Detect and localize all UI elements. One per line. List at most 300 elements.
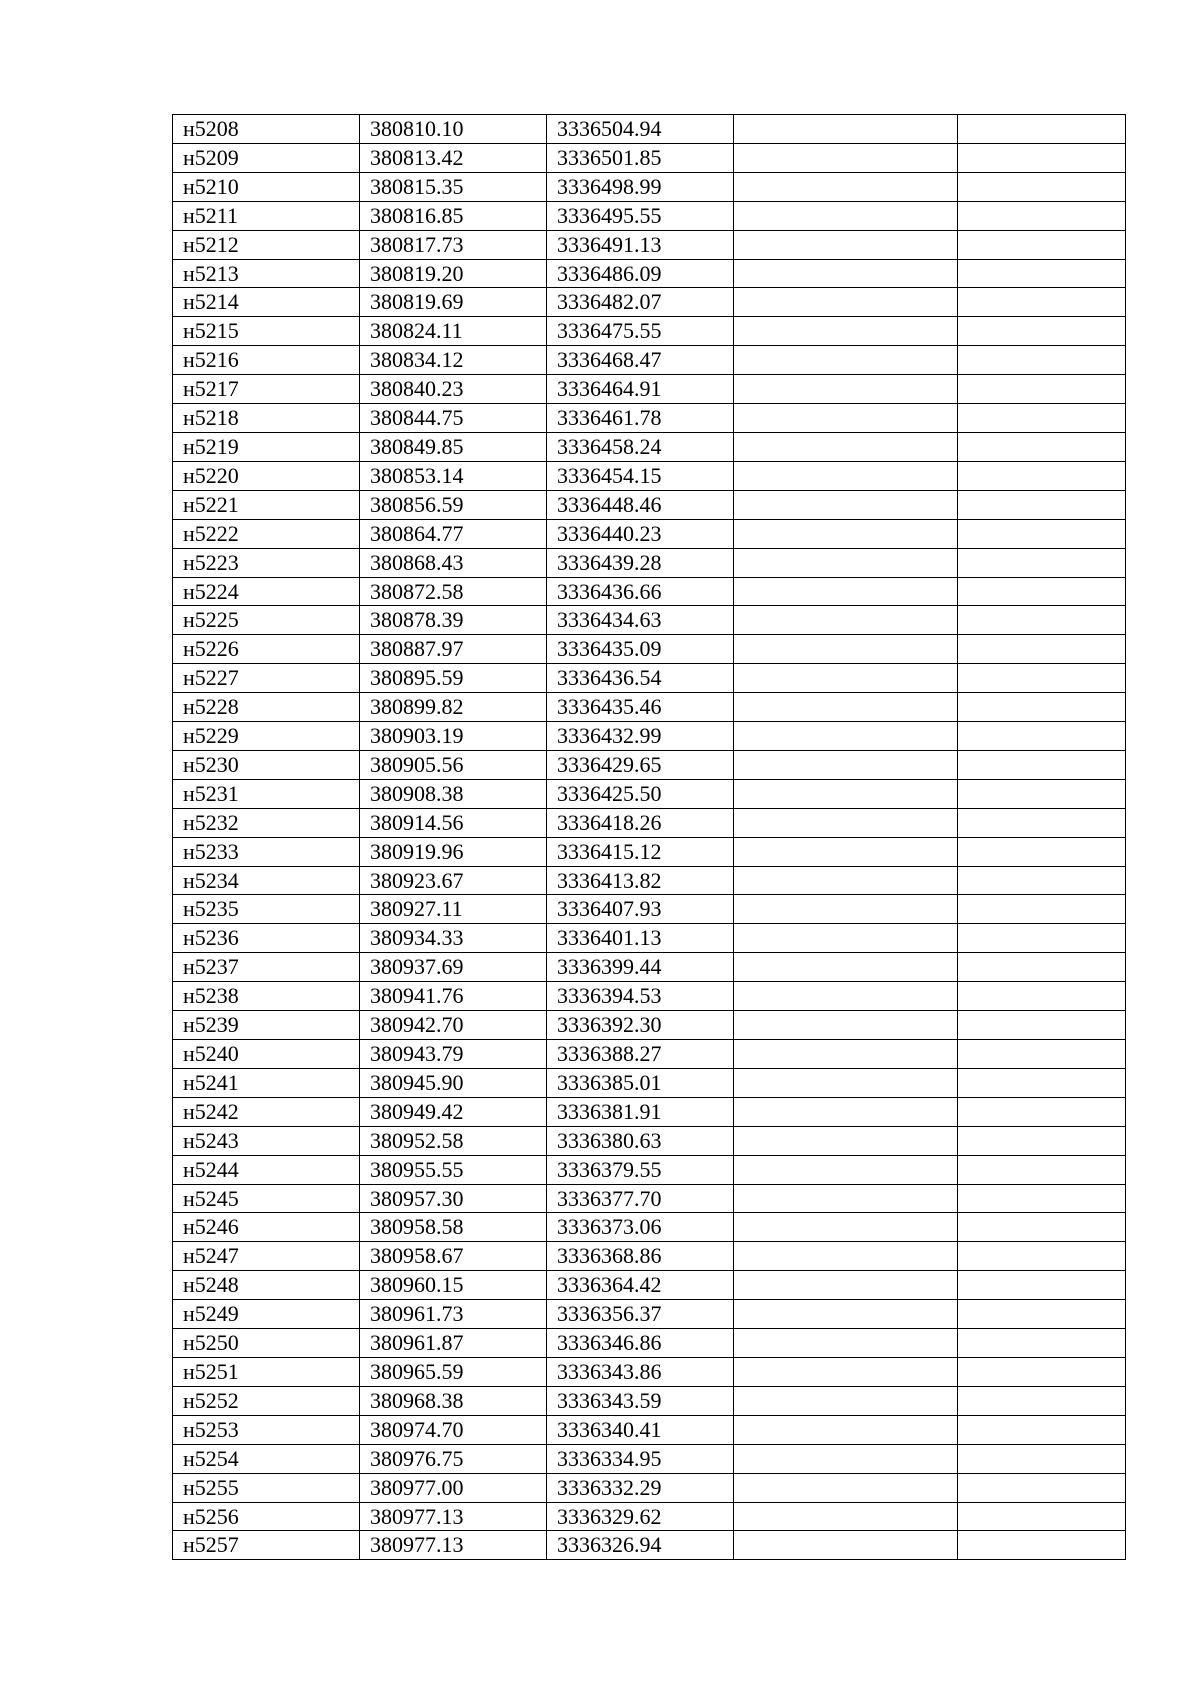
- empty-cell: [734, 1386, 958, 1415]
- empty-cell: [958, 1531, 1126, 1560]
- y-coordinate-cell: 3336343.86: [547, 1357, 734, 1386]
- table-row: [173, 1531, 1126, 1560]
- table-row: [173, 606, 1126, 635]
- table-row: [173, 404, 1126, 433]
- y-coordinate-cell: 3336432.99: [547, 722, 734, 751]
- table-row: [173, 1097, 1126, 1126]
- empty-cell: [958, 1242, 1126, 1271]
- y-coordinate-cell: 3336486.09: [547, 259, 734, 288]
- table-row: [173, 1386, 1126, 1415]
- point-id-cell: н5254: [173, 1444, 360, 1473]
- point-id-cell: н5221: [173, 490, 360, 519]
- point-id-cell: н5236: [173, 924, 360, 953]
- point-id-cell: н5223: [173, 548, 360, 577]
- point-id-cell: н5211: [173, 201, 360, 230]
- table-row: [173, 1271, 1126, 1300]
- empty-cell: [734, 924, 958, 953]
- table-row: [173, 461, 1126, 490]
- empty-cell: [958, 259, 1126, 288]
- y-coordinate-cell: 3336381.91: [547, 1097, 734, 1126]
- x-coordinate-cell: 380958.58: [360, 1213, 547, 1242]
- x-coordinate-cell: 380815.35: [360, 172, 547, 201]
- empty-cell: [958, 1213, 1126, 1242]
- y-coordinate-cell: 3336356.37: [547, 1300, 734, 1329]
- empty-cell: [958, 1155, 1126, 1184]
- point-id-cell: н5252: [173, 1386, 360, 1415]
- empty-cell: [958, 143, 1126, 172]
- table-row: [173, 375, 1126, 404]
- y-coordinate-cell: 3336436.66: [547, 577, 734, 606]
- empty-cell: [958, 1357, 1126, 1386]
- table-row: [173, 1213, 1126, 1242]
- point-id-cell: н5230: [173, 750, 360, 779]
- empty-cell: [958, 635, 1126, 664]
- y-coordinate-cell: 3336461.78: [547, 404, 734, 433]
- empty-cell: [958, 1300, 1126, 1329]
- x-coordinate-cell: 380977.13: [360, 1502, 547, 1531]
- x-coordinate-cell: 380872.58: [360, 577, 547, 606]
- table-row: [173, 1040, 1126, 1069]
- y-coordinate-cell: 3336435.46: [547, 693, 734, 722]
- empty-cell: [734, 1155, 958, 1184]
- empty-cell: [734, 895, 958, 924]
- x-coordinate-cell: 380919.96: [360, 837, 547, 866]
- point-id-cell: н5229: [173, 722, 360, 751]
- x-coordinate-cell: 380955.55: [360, 1155, 547, 1184]
- empty-cell: [734, 664, 958, 693]
- point-id-cell: н5255: [173, 1473, 360, 1502]
- x-coordinate-cell: 380895.59: [360, 664, 547, 693]
- x-coordinate-cell: 380834.12: [360, 346, 547, 375]
- point-id-cell: н5220: [173, 461, 360, 490]
- y-coordinate-cell: 3336495.55: [547, 201, 734, 230]
- empty-cell: [734, 259, 958, 288]
- point-id-cell: н5253: [173, 1415, 360, 1444]
- y-coordinate-cell: 3336392.30: [547, 1011, 734, 1040]
- empty-cell: [734, 577, 958, 606]
- empty-cell: [958, 461, 1126, 490]
- x-coordinate-cell: 380864.77: [360, 519, 547, 548]
- empty-cell: [734, 635, 958, 664]
- table-row: [173, 982, 1126, 1011]
- x-coordinate-cell: 380868.43: [360, 548, 547, 577]
- empty-cell: [958, 837, 1126, 866]
- empty-cell: [958, 230, 1126, 259]
- y-coordinate-cell: 3336388.27: [547, 1040, 734, 1069]
- empty-cell: [958, 115, 1126, 144]
- empty-cell: [734, 404, 958, 433]
- y-coordinate-cell: 3336491.13: [547, 230, 734, 259]
- y-coordinate-cell: 3336418.26: [547, 808, 734, 837]
- coordinates-table: [172, 114, 1126, 1560]
- table-row: [173, 1300, 1126, 1329]
- x-coordinate-cell: 380856.59: [360, 490, 547, 519]
- y-coordinate-cell: 3336332.29: [547, 1473, 734, 1502]
- table-row: [173, 1444, 1126, 1473]
- x-coordinate-cell: 380824.11: [360, 317, 547, 346]
- y-coordinate-cell: 3336434.63: [547, 606, 734, 635]
- empty-cell: [734, 982, 958, 1011]
- table-row: [173, 1126, 1126, 1155]
- empty-cell: [734, 1329, 958, 1358]
- empty-cell: [958, 1126, 1126, 1155]
- x-coordinate-cell: 380813.42: [360, 143, 547, 172]
- empty-cell: [958, 375, 1126, 404]
- empty-cell: [734, 1531, 958, 1560]
- x-coordinate-cell: 380819.20: [360, 259, 547, 288]
- empty-cell: [734, 837, 958, 866]
- empty-cell: [734, 201, 958, 230]
- empty-cell: [734, 1357, 958, 1386]
- y-coordinate-cell: 3336407.93: [547, 895, 734, 924]
- y-coordinate-cell: 3336368.86: [547, 1242, 734, 1271]
- x-coordinate-cell: 380905.56: [360, 750, 547, 779]
- y-coordinate-cell: 3336385.01: [547, 1068, 734, 1097]
- empty-cell: [958, 1097, 1126, 1126]
- empty-cell: [958, 606, 1126, 635]
- table-row: [173, 1329, 1126, 1358]
- y-coordinate-cell: 3336439.28: [547, 548, 734, 577]
- table-row: [173, 1242, 1126, 1271]
- point-id-cell: н5210: [173, 172, 360, 201]
- x-coordinate-cell: 380949.42: [360, 1097, 547, 1126]
- y-coordinate-cell: 3336346.86: [547, 1329, 734, 1358]
- empty-cell: [958, 779, 1126, 808]
- x-coordinate-cell: 380923.67: [360, 866, 547, 895]
- point-id-cell: н5232: [173, 808, 360, 837]
- empty-cell: [958, 750, 1126, 779]
- table-row: [173, 259, 1126, 288]
- point-id-cell: н5227: [173, 664, 360, 693]
- empty-cell: [734, 317, 958, 346]
- table-row: [173, 1011, 1126, 1040]
- empty-cell: [958, 953, 1126, 982]
- empty-cell: [958, 404, 1126, 433]
- point-id-cell: н5231: [173, 779, 360, 808]
- table-row: [173, 1068, 1126, 1097]
- empty-cell: [734, 750, 958, 779]
- x-coordinate-cell: 380914.56: [360, 808, 547, 837]
- y-coordinate-cell: 3336340.41: [547, 1415, 734, 1444]
- empty-cell: [734, 548, 958, 577]
- point-id-cell: н5213: [173, 259, 360, 288]
- empty-cell: [958, 1271, 1126, 1300]
- table-row: [173, 143, 1126, 172]
- empty-cell: [958, 693, 1126, 722]
- empty-cell: [734, 432, 958, 461]
- empty-cell: [958, 895, 1126, 924]
- point-id-cell: н5234: [173, 866, 360, 895]
- empty-cell: [734, 1040, 958, 1069]
- y-coordinate-cell: 3336394.53: [547, 982, 734, 1011]
- y-coordinate-cell: 3336435.09: [547, 635, 734, 664]
- empty-cell: [958, 1473, 1126, 1502]
- empty-cell: [734, 779, 958, 808]
- table-row: [173, 172, 1126, 201]
- x-coordinate-cell: 380878.39: [360, 606, 547, 635]
- table-row: [173, 837, 1126, 866]
- y-coordinate-cell: 3336334.95: [547, 1444, 734, 1473]
- empty-cell: [958, 924, 1126, 953]
- empty-cell: [734, 461, 958, 490]
- empty-cell: [734, 1271, 958, 1300]
- point-id-cell: н5249: [173, 1300, 360, 1329]
- empty-cell: [958, 722, 1126, 751]
- point-id-cell: н5247: [173, 1242, 360, 1271]
- empty-cell: [734, 693, 958, 722]
- point-id-cell: н5226: [173, 635, 360, 664]
- y-coordinate-cell: 3336458.24: [547, 432, 734, 461]
- point-id-cell: н5216: [173, 346, 360, 375]
- table-row: [173, 808, 1126, 837]
- point-id-cell: н5241: [173, 1068, 360, 1097]
- empty-cell: [958, 490, 1126, 519]
- x-coordinate-cell: 380961.73: [360, 1300, 547, 1329]
- point-id-cell: н5217: [173, 375, 360, 404]
- point-id-cell: н5239: [173, 1011, 360, 1040]
- empty-cell: [734, 1415, 958, 1444]
- table-row: [173, 664, 1126, 693]
- coordinates-table-body: [173, 115, 1126, 1560]
- empty-cell: [958, 432, 1126, 461]
- y-coordinate-cell: 3336401.13: [547, 924, 734, 953]
- empty-cell: [734, 230, 958, 259]
- x-coordinate-cell: 380819.69: [360, 288, 547, 317]
- x-coordinate-cell: 380960.15: [360, 1271, 547, 1300]
- table-row: [173, 346, 1126, 375]
- empty-cell: [734, 519, 958, 548]
- point-id-cell: н5257: [173, 1531, 360, 1560]
- table-row: [173, 779, 1126, 808]
- y-coordinate-cell: 3336498.99: [547, 172, 734, 201]
- table-row: [173, 924, 1126, 953]
- x-coordinate-cell: 380941.76: [360, 982, 547, 1011]
- point-id-cell: н5218: [173, 404, 360, 433]
- table-row: [173, 317, 1126, 346]
- empty-cell: [734, 1502, 958, 1531]
- empty-cell: [734, 1444, 958, 1473]
- y-coordinate-cell: 3336464.91: [547, 375, 734, 404]
- x-coordinate-cell: 380945.90: [360, 1068, 547, 1097]
- point-id-cell: н5222: [173, 519, 360, 548]
- empty-cell: [734, 346, 958, 375]
- y-coordinate-cell: 3336380.63: [547, 1126, 734, 1155]
- point-id-cell: н5250: [173, 1329, 360, 1358]
- point-id-cell: н5245: [173, 1184, 360, 1213]
- empty-cell: [958, 172, 1126, 201]
- x-coordinate-cell: 380968.38: [360, 1386, 547, 1415]
- empty-cell: [734, 375, 958, 404]
- table-row: [173, 1357, 1126, 1386]
- empty-cell: [734, 808, 958, 837]
- empty-cell: [958, 1011, 1126, 1040]
- empty-cell: [958, 1184, 1126, 1213]
- table-row: [173, 201, 1126, 230]
- table-row: [173, 1415, 1126, 1444]
- table-row: [173, 1502, 1126, 1531]
- empty-cell: [734, 1097, 958, 1126]
- empty-cell: [958, 808, 1126, 837]
- empty-cell: [958, 982, 1126, 1011]
- point-id-cell: н5228: [173, 693, 360, 722]
- y-coordinate-cell: 3336329.62: [547, 1502, 734, 1531]
- point-id-cell: н5209: [173, 143, 360, 172]
- empty-cell: [734, 288, 958, 317]
- x-coordinate-cell: 380849.85: [360, 432, 547, 461]
- x-coordinate-cell: 380952.58: [360, 1126, 547, 1155]
- empty-cell: [958, 548, 1126, 577]
- table-row: [173, 953, 1126, 982]
- x-coordinate-cell: 380840.23: [360, 375, 547, 404]
- empty-cell: [734, 1242, 958, 1271]
- point-id-cell: н5243: [173, 1126, 360, 1155]
- point-id-cell: н5224: [173, 577, 360, 606]
- point-id-cell: н5212: [173, 230, 360, 259]
- empty-cell: [734, 1011, 958, 1040]
- table-row: [173, 577, 1126, 606]
- table-row: [173, 1155, 1126, 1184]
- empty-cell: [734, 1213, 958, 1242]
- y-coordinate-cell: 3336454.15: [547, 461, 734, 490]
- empty-cell: [734, 953, 958, 982]
- y-coordinate-cell: 3336377.70: [547, 1184, 734, 1213]
- x-coordinate-cell: 380844.75: [360, 404, 547, 433]
- empty-cell: [958, 664, 1126, 693]
- point-id-cell: н5251: [173, 1357, 360, 1386]
- y-coordinate-cell: 3336475.55: [547, 317, 734, 346]
- x-coordinate-cell: 380908.38: [360, 779, 547, 808]
- x-coordinate-cell: 380899.82: [360, 693, 547, 722]
- x-coordinate-cell: 380816.85: [360, 201, 547, 230]
- empty-cell: [958, 519, 1126, 548]
- point-id-cell: н5219: [173, 432, 360, 461]
- empty-cell: [958, 1444, 1126, 1473]
- y-coordinate-cell: 3336440.23: [547, 519, 734, 548]
- empty-cell: [958, 201, 1126, 230]
- x-coordinate-cell: 380977.13: [360, 1531, 547, 1560]
- empty-cell: [734, 866, 958, 895]
- point-id-cell: н5246: [173, 1213, 360, 1242]
- empty-cell: [734, 115, 958, 144]
- y-coordinate-cell: 3336364.42: [547, 1271, 734, 1300]
- empty-cell: [734, 490, 958, 519]
- x-coordinate-cell: 380817.73: [360, 230, 547, 259]
- x-coordinate-cell: 380957.30: [360, 1184, 547, 1213]
- empty-cell: [734, 1184, 958, 1213]
- table-row: [173, 895, 1126, 924]
- empty-cell: [958, 1502, 1126, 1531]
- empty-cell: [734, 1126, 958, 1155]
- y-coordinate-cell: 3336343.59: [547, 1386, 734, 1415]
- x-coordinate-cell: 380943.79: [360, 1040, 547, 1069]
- point-id-cell: н5240: [173, 1040, 360, 1069]
- x-coordinate-cell: 380810.10: [360, 115, 547, 144]
- empty-cell: [734, 1473, 958, 1502]
- empty-cell: [958, 1329, 1126, 1358]
- table-row: [173, 693, 1126, 722]
- x-coordinate-cell: 380927.11: [360, 895, 547, 924]
- point-id-cell: н5256: [173, 1502, 360, 1531]
- point-id-cell: н5248: [173, 1271, 360, 1300]
- empty-cell: [958, 577, 1126, 606]
- table-row: [173, 115, 1126, 144]
- y-coordinate-cell: 3336501.85: [547, 143, 734, 172]
- y-coordinate-cell: 3336379.55: [547, 1155, 734, 1184]
- x-coordinate-cell: 380965.59: [360, 1357, 547, 1386]
- empty-cell: [958, 288, 1126, 317]
- x-coordinate-cell: 380903.19: [360, 722, 547, 751]
- point-id-cell: н5238: [173, 982, 360, 1011]
- y-coordinate-cell: 3336415.12: [547, 837, 734, 866]
- x-coordinate-cell: 380934.33: [360, 924, 547, 953]
- point-id-cell: н5233: [173, 837, 360, 866]
- empty-cell: [734, 722, 958, 751]
- y-coordinate-cell: 3336504.94: [547, 115, 734, 144]
- y-coordinate-cell: 3336468.47: [547, 346, 734, 375]
- table-row: [173, 866, 1126, 895]
- empty-cell: [958, 1068, 1126, 1097]
- empty-cell: [734, 1068, 958, 1097]
- x-coordinate-cell: 380974.70: [360, 1415, 547, 1444]
- x-coordinate-cell: 380853.14: [360, 461, 547, 490]
- point-id-cell: н5237: [173, 953, 360, 982]
- y-coordinate-cell: 3336425.50: [547, 779, 734, 808]
- table-row: [173, 1473, 1126, 1502]
- empty-cell: [734, 172, 958, 201]
- empty-cell: [958, 1415, 1126, 1444]
- table-row: [173, 1184, 1126, 1213]
- point-id-cell: н5208: [173, 115, 360, 144]
- x-coordinate-cell: 380887.97: [360, 635, 547, 664]
- y-coordinate-cell: 3336429.65: [547, 750, 734, 779]
- empty-cell: [734, 1300, 958, 1329]
- y-coordinate-cell: 3336436.54: [547, 664, 734, 693]
- table-row: [173, 519, 1126, 548]
- x-coordinate-cell: 380977.00: [360, 1473, 547, 1502]
- empty-cell: [958, 1040, 1126, 1069]
- table-row: [173, 490, 1126, 519]
- x-coordinate-cell: 380958.67: [360, 1242, 547, 1271]
- table-row: [173, 635, 1126, 664]
- y-coordinate-cell: 3336326.94: [547, 1531, 734, 1560]
- table-row: [173, 288, 1126, 317]
- table-row: [173, 750, 1126, 779]
- y-coordinate-cell: 3336373.06: [547, 1213, 734, 1242]
- table-row: [173, 548, 1126, 577]
- empty-cell: [958, 1386, 1126, 1415]
- point-id-cell: н5242: [173, 1097, 360, 1126]
- table-row: [173, 722, 1126, 751]
- table-row: [173, 230, 1126, 259]
- empty-cell: [734, 606, 958, 635]
- table-row: [173, 432, 1126, 461]
- point-id-cell: н5214: [173, 288, 360, 317]
- empty-cell: [734, 143, 958, 172]
- empty-cell: [958, 346, 1126, 375]
- point-id-cell: н5215: [173, 317, 360, 346]
- x-coordinate-cell: 380942.70: [360, 1011, 547, 1040]
- point-id-cell: н5225: [173, 606, 360, 635]
- y-coordinate-cell: 3336482.07: [547, 288, 734, 317]
- x-coordinate-cell: 380976.75: [360, 1444, 547, 1473]
- y-coordinate-cell: 3336413.82: [547, 866, 734, 895]
- point-id-cell: н5235: [173, 895, 360, 924]
- point-id-cell: н5244: [173, 1155, 360, 1184]
- empty-cell: [958, 866, 1126, 895]
- x-coordinate-cell: 380961.87: [360, 1329, 547, 1358]
- empty-cell: [958, 317, 1126, 346]
- y-coordinate-cell: 3336448.46: [547, 490, 734, 519]
